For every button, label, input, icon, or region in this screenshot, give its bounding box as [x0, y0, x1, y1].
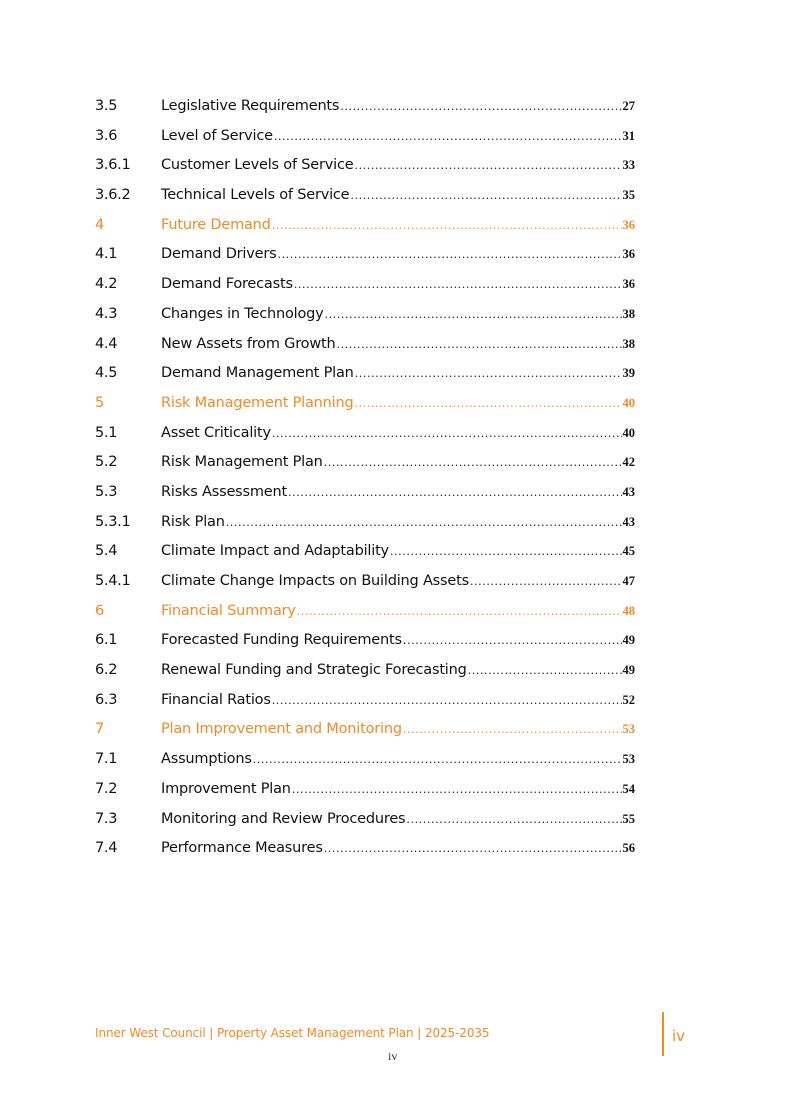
- toc-entry-title: Risks Assessment: [161, 483, 287, 500]
- toc-entry-page: 27: [622, 99, 635, 113]
- toc-entry[interactable]: [95, 242, 635, 272]
- toc-entry-page: 31: [622, 128, 635, 143]
- toc-entry[interactable]: [95, 302, 635, 332]
- toc-entry-page: 43: [622, 514, 635, 529]
- toc-dot-leader: [253, 748, 622, 772]
- toc-dot-leader: [403, 629, 622, 653]
- toc-entry-title: Demand Drivers: [161, 246, 277, 263]
- toc-entry-title: Assumptions: [161, 751, 252, 768]
- toc-entry-number: 4.5: [95, 365, 118, 382]
- toc-entry[interactable]: [95, 777, 635, 807]
- toc-entry-page: 52: [622, 692, 635, 707]
- toc-entry-number: 5: [95, 394, 104, 411]
- toc-entry-page: 33: [622, 158, 635, 173]
- toc-entry-page: 54: [622, 781, 635, 796]
- toc-entry-number: 5.4.1: [95, 573, 131, 589]
- toc-entry-title: Performance Measures: [161, 840, 323, 857]
- toc-entry-title: Renewal Funding and Strategic Forecasting: [161, 662, 467, 679]
- toc-entry[interactable]: [95, 450, 635, 480]
- toc-dot-leader: [325, 303, 622, 327]
- toc-entry-number: 3.6.1: [95, 157, 131, 174]
- toc-entry-number: 5.4: [95, 543, 118, 560]
- toc-entry-title: Financial Summary: [161, 602, 296, 619]
- toc-entry-number: 7: [95, 721, 104, 738]
- toc-entry-number: 3.6.2: [95, 187, 131, 204]
- toc-entry-page: 53: [622, 752, 635, 767]
- toc-entry[interactable]: [95, 836, 635, 866]
- footer-section-page: iv: [672, 1027, 686, 1045]
- toc-entry-title: Level of Service: [161, 127, 273, 144]
- toc-entry-number: 7.4: [95, 840, 118, 857]
- toc-entry-page: 43: [622, 484, 635, 499]
- toc-entry-page: 39: [622, 366, 635, 381]
- toc-dot-leader: [340, 95, 621, 119]
- toc-entry-page: 38: [622, 306, 635, 321]
- toc-dot-leader: [292, 778, 622, 802]
- toc-entry-title: Risk Management Plan: [161, 454, 323, 471]
- toc-entry-page: 48: [622, 603, 635, 618]
- toc-entry-page: 56: [622, 841, 635, 856]
- toc-entry[interactable]: [95, 539, 635, 569]
- toc-entry-page: 38: [622, 336, 635, 351]
- toc-entry-title: Improvement Plan: [161, 780, 291, 797]
- toc-dot-leader: [354, 392, 621, 416]
- toc-entry-title: Demand Forecasts: [161, 276, 293, 293]
- toc-dot-leader: [406, 808, 621, 832]
- toc-entry-page: 53: [622, 722, 635, 737]
- toc-entry[interactable]: [95, 361, 635, 391]
- toc-dot-leader: [403, 718, 622, 742]
- toc-entry-number: 6.2: [95, 662, 118, 679]
- toc-entry-page: 42: [622, 455, 635, 470]
- toc-entry-title: Risk Management Planning: [161, 394, 354, 411]
- toc-dot-leader: [294, 273, 622, 297]
- toc-entry[interactable]: [95, 628, 635, 658]
- toc-entry[interactable]: [95, 747, 635, 777]
- toc-dot-leader: [390, 540, 622, 564]
- toc-dot-leader: [468, 659, 622, 683]
- toc-entry-number: 4.2: [95, 276, 118, 293]
- toc-entry[interactable]: [95, 153, 635, 183]
- toc-entry-page: 36: [622, 217, 635, 232]
- toc-entry[interactable]: [95, 510, 635, 540]
- toc-entry-title: Plan Improvement and Monitoring: [161, 721, 402, 738]
- toc-entry-title: Climate Impact and Adaptability: [161, 543, 389, 560]
- toc-dot-leader: [324, 451, 622, 475]
- toc-entry[interactable]: [95, 658, 635, 688]
- toc-entry[interactable]: [95, 272, 635, 302]
- toc-entry-title: Customer Levels of Service: [161, 157, 354, 174]
- toc-entry-page: 40: [622, 395, 635, 410]
- toc-entry[interactable]: [95, 124, 635, 154]
- toc-entry-title: Climate Change Impacts on Building Assets: [161, 573, 469, 589]
- toc-entry-number: 5.3: [95, 483, 118, 500]
- toc-entry-number: 3.5: [95, 98, 118, 114]
- toc-entry-page: 40: [622, 425, 635, 440]
- toc-entry-page: 49: [622, 633, 635, 648]
- table-of-contents: [95, 94, 635, 866]
- toc-entry-number: 6: [95, 602, 104, 619]
- toc-dot-leader: [336, 333, 621, 357]
- toc-dot-leader: [272, 214, 622, 238]
- toc-entry-number: 5.2: [95, 454, 118, 471]
- toc-entry-number: 4: [95, 216, 104, 233]
- toc-entry-title: Demand Management Plan: [161, 365, 354, 382]
- toc-entry[interactable]: [95, 421, 635, 451]
- toc-entry-number: 5.1: [95, 424, 118, 441]
- toc-entry[interactable]: [95, 688, 635, 718]
- toc-dot-leader: [297, 600, 622, 624]
- toc-dot-leader: [274, 125, 622, 149]
- toc-dot-leader: [277, 243, 621, 267]
- toc-entry-page: 36: [622, 247, 635, 262]
- toc-entry-number: 6.3: [95, 691, 118, 708]
- toc-entry-number: 3.6: [95, 127, 118, 144]
- toc-entry-page: 45: [622, 544, 635, 559]
- toc-entry-number: 4.4: [95, 335, 118, 352]
- page-number: iv: [388, 1049, 398, 1063]
- toc-entry[interactable]: [95, 480, 635, 510]
- toc-entry-page: 36: [622, 277, 635, 292]
- toc-entry-number: 6.1: [95, 632, 118, 649]
- toc-section-entry[interactable]: [95, 213, 635, 243]
- toc-entry-title: Technical Levels of Service: [161, 187, 350, 204]
- toc-dot-leader: [354, 154, 621, 178]
- toc-section-entry[interactable]: [95, 599, 635, 629]
- toc-dot-leader: [355, 362, 622, 386]
- toc-entry[interactable]: [95, 332, 635, 362]
- toc-dot-leader: [350, 184, 621, 208]
- toc-entry-page: 49: [622, 663, 635, 678]
- toc-dot-leader: [272, 422, 622, 446]
- footer-divider: [662, 1012, 664, 1056]
- toc-entry-title: Financial Ratios: [161, 691, 271, 708]
- toc-entry-page: 35: [622, 188, 635, 203]
- toc-section-entry[interactable]: [95, 391, 635, 421]
- toc-entry-number: 7.2: [95, 780, 118, 797]
- toc-entry-title: New Assets from Growth: [161, 335, 336, 352]
- toc-dot-leader: [272, 689, 622, 713]
- toc-dot-leader: [470, 570, 622, 594]
- toc-dot-leader: [288, 481, 622, 505]
- toc-entry-title: Legislative Requirements: [161, 98, 340, 114]
- toc-entry-title: Monitoring and Review Procedures: [161, 810, 406, 827]
- toc-entry-title: Future Demand: [161, 216, 271, 233]
- footer-document-title: Inner West Council | Property Asset Management Plan | 2025-2035: [95, 1026, 490, 1040]
- toc-entry-title: Forecasted Funding Requirements: [161, 632, 402, 649]
- toc-entry-number: 7.1: [95, 751, 118, 768]
- toc-entry-number: 7.3: [95, 810, 118, 827]
- toc-entry-title: Risk Plan: [161, 513, 225, 530]
- toc-entry-page: 55: [622, 811, 635, 826]
- toc-entry[interactable]: [95, 183, 635, 213]
- toc-entry-title: Changes in Technology: [161, 305, 324, 322]
- toc-entry[interactable]: [95, 569, 635, 599]
- toc-entry-number: 4.3: [95, 305, 118, 322]
- toc-entry-page: 47: [622, 574, 635, 588]
- toc-entry[interactable]: [95, 94, 635, 124]
- toc-entry-title: Asset Criticality: [161, 424, 271, 441]
- toc-entry[interactable]: [95, 807, 635, 837]
- toc-dot-leader: [324, 837, 622, 861]
- toc-section-entry[interactable]: [95, 717, 635, 747]
- toc-entry-number: 4.1: [95, 246, 118, 263]
- toc-dot-leader: [226, 511, 622, 535]
- toc-entry-number: 5.3.1: [95, 513, 131, 530]
